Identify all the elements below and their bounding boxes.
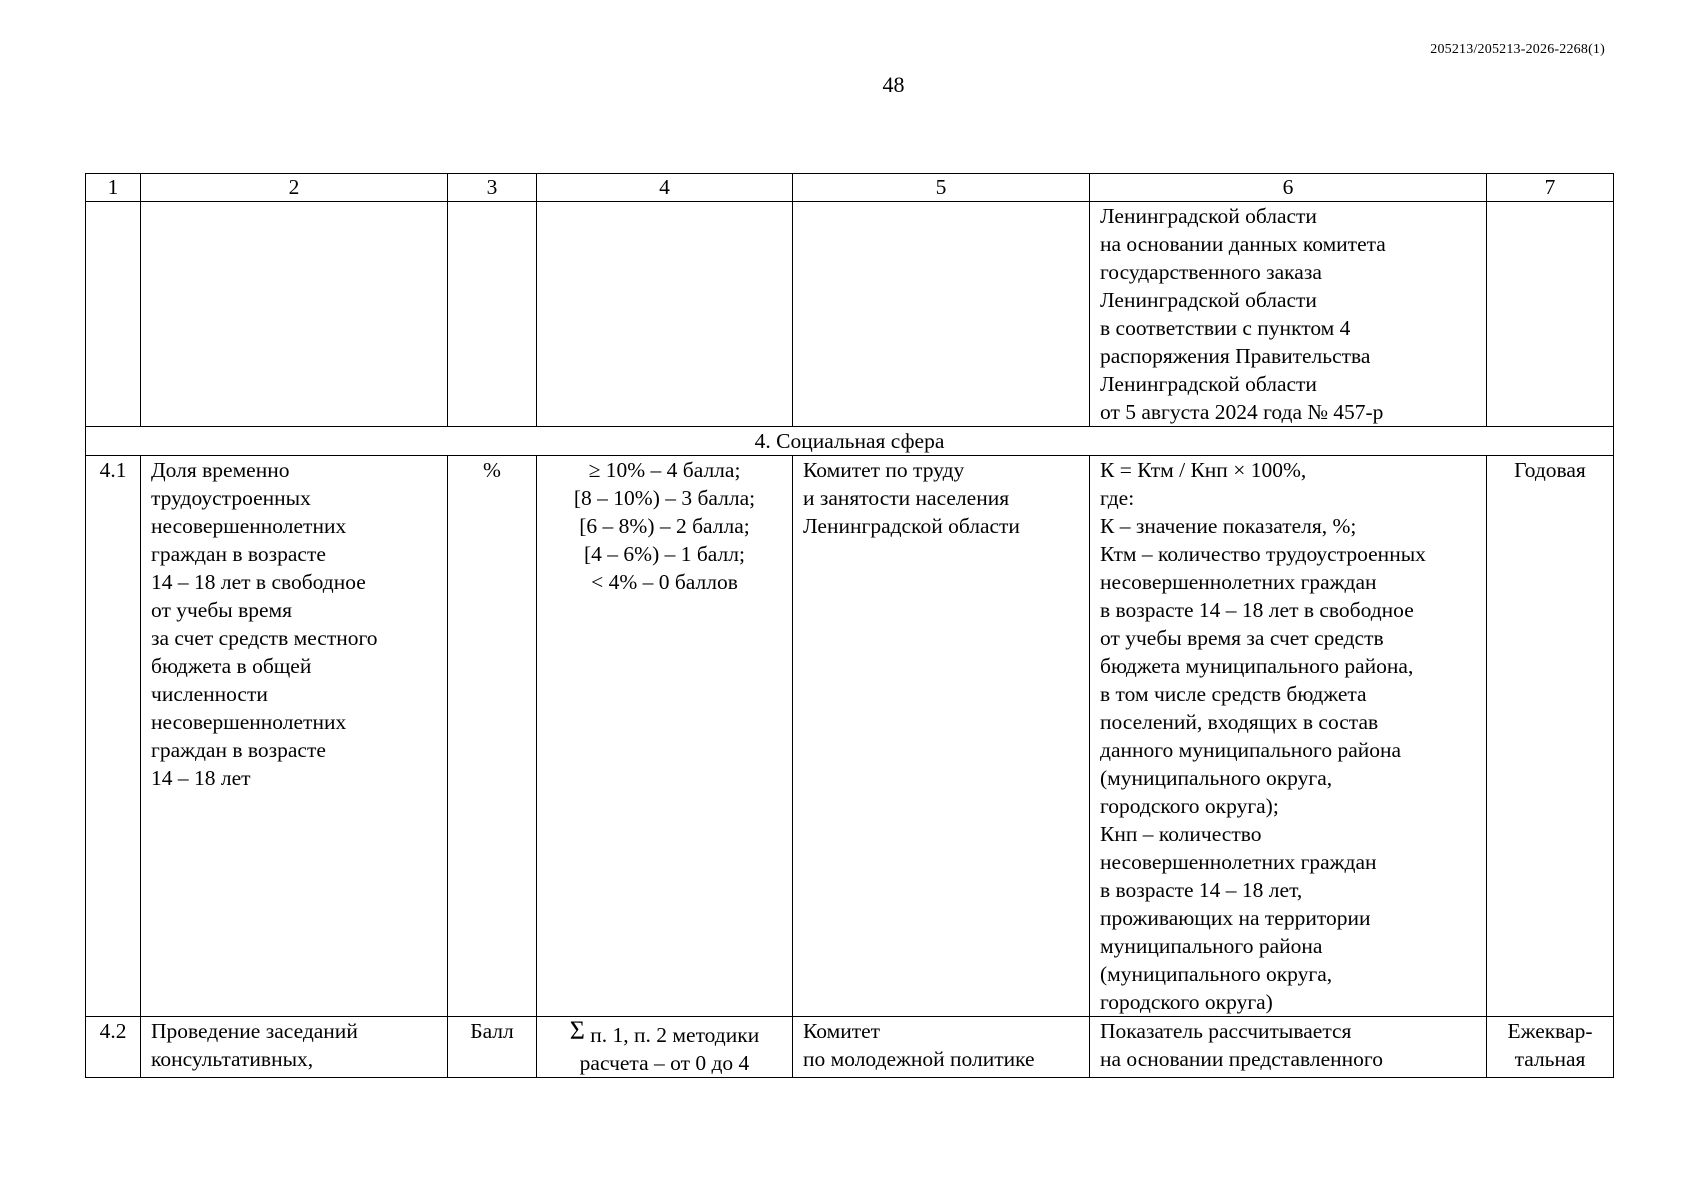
table-cell	[1487, 202, 1614, 427]
calculation-method: Показатель рассчитывается на основании представленного	[1090, 1017, 1487, 1078]
section-title: 4. Социальная сфера	[86, 427, 1614, 456]
indicator-name: Доля временно трудоустроенных несовершеннолетних граждан в возрасте 14 – 18 лет в свободное от учебы время за счет средств местного бюджета в общей численности несовершеннолетних граждан в возрасте 14 – 18 лет	[141, 456, 448, 1017]
table-row-continuation	[86, 202, 1614, 427]
table-row	[86, 456, 1614, 1017]
calculation-method: К = Ктм / Кнп × 100%, где: К – значение показателя, %; Ктм – количество трудоустроенных несовершеннолетних граждан в возрасте 14 – 18 лет в свободное от учебы время за счет средств бюджета муниципального района, в том числе средств бюджета поселений, входящих в состав данного муниципального района (муниципального округа, городского округа); Кнп – количество несовершеннолетних граждан в возрасте 14 – 18 лет, проживающих на территории муниципального района (муниципального округа, городского округа)	[1090, 456, 1487, 1017]
unit-cell: %	[448, 456, 537, 1017]
scoring-scale	[537, 1017, 793, 1078]
table-cell	[537, 202, 793, 427]
section-row	[86, 427, 1614, 456]
document-id: 205213/205213-2026-2268(1)	[1430, 42, 1605, 57]
column-header: 6	[1090, 174, 1487, 202]
column-header: 2	[141, 174, 448, 202]
responsible-body: Комитет по труду и занятости населения Ленинградской области	[793, 456, 1090, 1017]
sigma-symbol: Σ	[569, 1016, 585, 1045]
table-header-row	[86, 174, 1614, 202]
table-cell	[141, 202, 448, 427]
continuation-method-cell: Ленинградской области на основании данных комитета государственного заказа Ленинградской области в соответствии с пунктом 4 распоряжения Правительства Ленинградской области от 5 августа 2024 года № 457-р	[1090, 202, 1487, 427]
table-row	[86, 1017, 1614, 1078]
column-header: 1	[86, 174, 141, 202]
column-header: 7	[1487, 174, 1614, 202]
row-number: 4.1	[86, 456, 141, 1017]
table-cell	[793, 202, 1090, 427]
column-header: 5	[793, 174, 1090, 202]
page-number: 48	[882, 72, 905, 97]
table-cell	[86, 202, 141, 427]
periodicity: Ежеквар- тальная	[1487, 1017, 1614, 1078]
indicators-table	[85, 173, 1614, 1078]
row-number: 4.2	[86, 1017, 141, 1078]
column-header: 3	[448, 174, 537, 202]
table-cell	[448, 202, 537, 427]
periodicity: Годовая	[1487, 456, 1614, 1017]
unit-cell: Балл	[448, 1017, 537, 1078]
scoring-scale: ≥ 10% – 4 балла; [8 – 10%) – 3 балла; [6 – 8%) – 2 балла; [4 – 6%) – 1 балл; < 4% – 0 баллов	[537, 456, 793, 1017]
scoring-scale-text: п. 1, п. 2 методики расчета – от 0 до 4	[579, 1023, 760, 1075]
indicator-name: Проведение заседаний консультативных,	[141, 1017, 448, 1078]
responsible-body: Комитет по молодежной политике	[793, 1017, 1090, 1078]
column-header: 4	[537, 174, 793, 202]
